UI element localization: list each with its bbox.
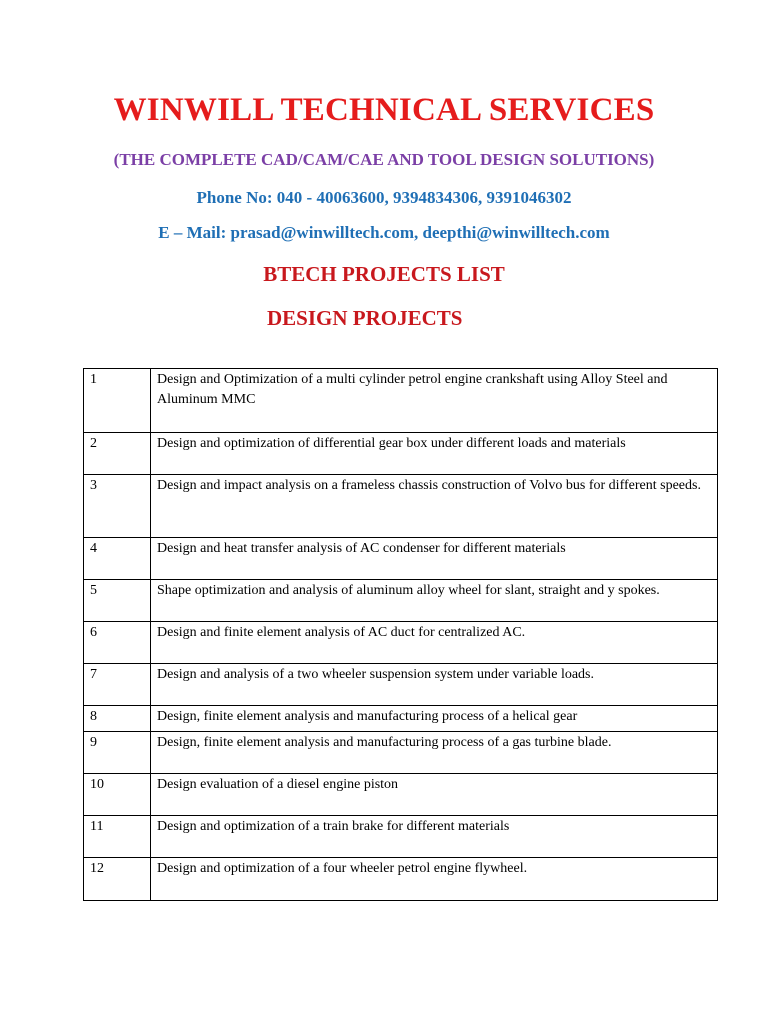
table-row bbox=[84, 369, 718, 433]
company-name: WINWILL TECHNICAL SERVICES bbox=[113, 92, 655, 128]
project-number: 6 bbox=[84, 622, 151, 664]
project-number: 2 bbox=[84, 433, 151, 475]
table-row bbox=[84, 816, 718, 858]
project-number: 11 bbox=[84, 816, 151, 858]
project-title: Design, finite element analysis and manufacturing process of a helical gear bbox=[151, 706, 718, 732]
project-number: 3 bbox=[84, 475, 151, 538]
project-number: 4 bbox=[84, 538, 151, 580]
table-row bbox=[84, 538, 718, 580]
table-row bbox=[84, 774, 718, 816]
project-title: Design and heat transfer analysis of AC condenser for different materials bbox=[151, 538, 718, 580]
project-title: Shape optimization and analysis of aluminum alloy wheel for slant, straight and y spokes. bbox=[151, 580, 718, 622]
table-row bbox=[84, 664, 718, 706]
table-row bbox=[84, 580, 718, 622]
project-number: 7 bbox=[84, 664, 151, 706]
list-title: BTECH PROJECTS LIST bbox=[263, 262, 505, 286]
project-title: Design and Optimization of a multi cylinder petrol engine crankshaft using Alloy Steel and Aluminum MMC bbox=[151, 369, 718, 433]
table-row bbox=[84, 433, 718, 475]
company-tagline: (THE COMPLETE CAD/CAM/CAE AND TOOL DESIGN SOLUTIONS) bbox=[113, 150, 655, 169]
table-row bbox=[84, 732, 718, 774]
project-title: Design and optimization of a four wheeler petrol engine flywheel. bbox=[151, 858, 718, 901]
projects-table bbox=[83, 368, 718, 901]
project-number: 8 bbox=[84, 706, 151, 732]
phone-numbers: Phone No: 040 - 40063600, 9394834306, 9391046302 bbox=[196, 188, 572, 207]
project-number: 12 bbox=[84, 858, 151, 901]
table-row bbox=[84, 622, 718, 664]
project-number: 1 bbox=[84, 369, 151, 433]
table-row bbox=[84, 706, 718, 732]
project-title: Design, finite element analysis and manufacturing process of a gas turbine blade. bbox=[151, 732, 718, 774]
section-title: DESIGN PROJECTS bbox=[267, 306, 463, 330]
table-row bbox=[84, 858, 718, 901]
project-title: Design and analysis of a two wheeler suspension system under variable loads. bbox=[151, 664, 718, 706]
project-number: 10 bbox=[84, 774, 151, 816]
project-number: 9 bbox=[84, 732, 151, 774]
table-row bbox=[84, 475, 718, 538]
email-addresses: E – Mail: prasad@winwilltech.com, deepthi@winwilltech.com bbox=[158, 223, 610, 242]
project-title: Design and optimization of differential gear box under different loads and materials bbox=[151, 433, 718, 475]
project-title: Design evaluation of a diesel engine piston bbox=[151, 774, 718, 816]
project-title: Design and impact analysis on a frameless chassis construction of Volvo bus for different speeds. bbox=[151, 475, 718, 538]
project-title: Design and optimization of a train brake for different materials bbox=[151, 816, 718, 858]
project-number: 5 bbox=[84, 580, 151, 622]
project-title: Design and finite element analysis of AC duct for centralized AC. bbox=[151, 622, 718, 664]
